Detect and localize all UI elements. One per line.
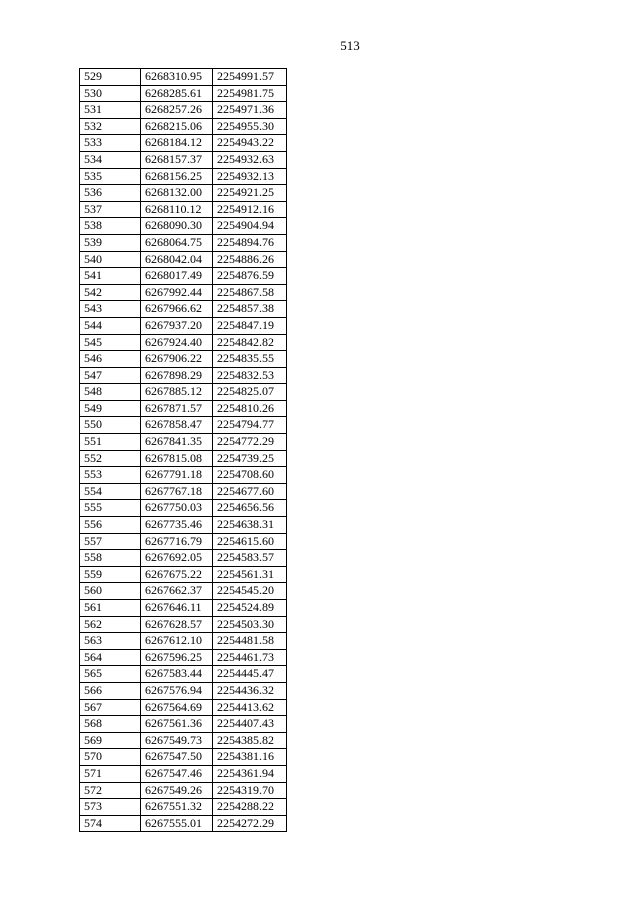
y-coordinate-cell: 2254981.75 [213, 85, 287, 102]
point-number-cell: 555 [80, 500, 141, 517]
x-coordinate-cell: 6267841.35 [141, 434, 213, 451]
table-row [80, 351, 287, 368]
x-coordinate-cell: 6267628.57 [141, 616, 213, 633]
x-coordinate-cell: 6267551.32 [141, 799, 213, 816]
table-row [80, 118, 287, 135]
coordinates-table-body [80, 69, 287, 832]
x-coordinate-cell: 6267692.05 [141, 550, 213, 567]
coordinates-table [79, 68, 287, 832]
table-row [80, 384, 287, 401]
y-coordinate-cell: 2254955.30 [213, 118, 287, 135]
point-number-cell: 544 [80, 317, 141, 334]
table-row [80, 633, 287, 650]
table-row [80, 218, 287, 235]
y-coordinate-cell: 2254481.58 [213, 633, 287, 650]
point-number-cell: 552 [80, 450, 141, 467]
table-row [80, 467, 287, 484]
x-coordinate-cell: 6267791.18 [141, 467, 213, 484]
x-coordinate-cell: 6268310.95 [141, 69, 213, 86]
y-coordinate-cell: 2254545.20 [213, 583, 287, 600]
x-coordinate-cell: 6267924.40 [141, 334, 213, 351]
y-coordinate-cell: 2254904.94 [213, 218, 287, 235]
y-coordinate-cell: 2254319.70 [213, 782, 287, 799]
y-coordinate-cell: 2254912.16 [213, 201, 287, 218]
x-coordinate-cell: 6267564.69 [141, 699, 213, 716]
point-number-cell: 536 [80, 185, 141, 202]
x-coordinate-cell: 6267675.22 [141, 566, 213, 583]
point-number-cell: 548 [80, 384, 141, 401]
point-number-cell: 533 [80, 135, 141, 152]
table-row [80, 550, 287, 567]
x-coordinate-cell: 6268132.00 [141, 185, 213, 202]
point-number-cell: 537 [80, 201, 141, 218]
y-coordinate-cell: 2254561.31 [213, 566, 287, 583]
table-row [80, 284, 287, 301]
table-row [80, 649, 287, 666]
y-coordinate-cell: 2254461.73 [213, 649, 287, 666]
y-coordinate-cell: 2254932.63 [213, 151, 287, 168]
table-row [80, 483, 287, 500]
point-number-cell: 550 [80, 417, 141, 434]
y-coordinate-cell: 2254385.82 [213, 732, 287, 749]
point-number-cell: 572 [80, 782, 141, 799]
y-coordinate-cell: 2254272.29 [213, 815, 287, 832]
x-coordinate-cell: 6267906.22 [141, 351, 213, 368]
x-coordinate-cell: 6267549.26 [141, 782, 213, 799]
x-coordinate-cell: 6267858.47 [141, 417, 213, 434]
table-row [80, 168, 287, 185]
point-number-cell: 532 [80, 118, 141, 135]
y-coordinate-cell: 2254825.07 [213, 384, 287, 401]
x-coordinate-cell: 6267547.50 [141, 749, 213, 766]
point-number-cell: 549 [80, 400, 141, 417]
table-row [80, 135, 287, 152]
point-number-cell: 566 [80, 682, 141, 699]
point-number-cell: 560 [80, 583, 141, 600]
x-coordinate-cell: 6268110.12 [141, 201, 213, 218]
point-number-cell: 531 [80, 102, 141, 119]
x-coordinate-cell: 6267937.20 [141, 317, 213, 334]
table-row [80, 716, 287, 733]
x-coordinate-cell: 6267662.37 [141, 583, 213, 600]
point-number-cell: 564 [80, 649, 141, 666]
table-row [80, 400, 287, 417]
table-row [80, 301, 287, 318]
y-coordinate-cell: 2254524.89 [213, 600, 287, 617]
table-row [80, 151, 287, 168]
x-coordinate-cell: 6267612.10 [141, 633, 213, 650]
x-coordinate-cell: 6268157.37 [141, 151, 213, 168]
table-row [80, 450, 287, 467]
y-coordinate-cell: 2254921.25 [213, 185, 287, 202]
y-coordinate-cell: 2254810.26 [213, 400, 287, 417]
table-row [80, 583, 287, 600]
y-coordinate-cell: 2254857.38 [213, 301, 287, 318]
table-row [80, 765, 287, 782]
point-number-cell: 557 [80, 533, 141, 550]
x-coordinate-cell: 6268285.61 [141, 85, 213, 102]
x-coordinate-cell: 6268042.04 [141, 251, 213, 268]
y-coordinate-cell: 2254708.60 [213, 467, 287, 484]
table-row [80, 517, 287, 534]
x-coordinate-cell: 6267966.62 [141, 301, 213, 318]
x-coordinate-cell: 6267815.08 [141, 450, 213, 467]
point-number-cell: 565 [80, 666, 141, 683]
x-coordinate-cell: 6267549.73 [141, 732, 213, 749]
y-coordinate-cell: 2254288.22 [213, 799, 287, 816]
x-coordinate-cell: 6267992.44 [141, 284, 213, 301]
point-number-cell: 562 [80, 616, 141, 633]
table-row [80, 251, 287, 268]
y-coordinate-cell: 2254638.31 [213, 517, 287, 534]
point-number-cell: 556 [80, 517, 141, 534]
x-coordinate-cell: 6267576.94 [141, 682, 213, 699]
y-coordinate-cell: 2254583.57 [213, 550, 287, 567]
point-number-cell: 539 [80, 234, 141, 251]
y-coordinate-cell: 2254407.43 [213, 716, 287, 733]
table-row [80, 201, 287, 218]
table-row [80, 234, 287, 251]
point-number-cell: 546 [80, 351, 141, 368]
y-coordinate-cell: 2254445.47 [213, 666, 287, 683]
y-coordinate-cell: 2254361.94 [213, 765, 287, 782]
y-coordinate-cell: 2254867.58 [213, 284, 287, 301]
table-row [80, 417, 287, 434]
y-coordinate-cell: 2254794.77 [213, 417, 287, 434]
y-coordinate-cell: 2254677.60 [213, 483, 287, 500]
table-row [80, 500, 287, 517]
table-row [80, 533, 287, 550]
point-number-cell: 541 [80, 268, 141, 285]
table-row [80, 185, 287, 202]
point-number-cell: 534 [80, 151, 141, 168]
point-number-cell: 567 [80, 699, 141, 716]
x-coordinate-cell: 6267885.12 [141, 384, 213, 401]
y-coordinate-cell: 2254436.32 [213, 682, 287, 699]
point-number-cell: 571 [80, 765, 141, 782]
y-coordinate-cell: 2254413.62 [213, 699, 287, 716]
table-row [80, 616, 287, 633]
y-coordinate-cell: 2254835.55 [213, 351, 287, 368]
y-coordinate-cell: 2254971.36 [213, 102, 287, 119]
y-coordinate-cell: 2254739.25 [213, 450, 287, 467]
y-coordinate-cell: 2254842.82 [213, 334, 287, 351]
y-coordinate-cell: 2254656.56 [213, 500, 287, 517]
x-coordinate-cell: 6267767.18 [141, 483, 213, 500]
table-row [80, 69, 287, 86]
point-number-cell: 559 [80, 566, 141, 583]
point-number-cell: 529 [80, 69, 141, 86]
x-coordinate-cell: 6268156.25 [141, 168, 213, 185]
point-number-cell: 538 [80, 218, 141, 235]
x-coordinate-cell: 6267646.11 [141, 600, 213, 617]
table-row [80, 666, 287, 683]
x-coordinate-cell: 6267871.57 [141, 400, 213, 417]
point-number-cell: 547 [80, 367, 141, 384]
y-coordinate-cell: 2254615.60 [213, 533, 287, 550]
y-coordinate-cell: 2254886.26 [213, 251, 287, 268]
x-coordinate-cell: 6267596.25 [141, 649, 213, 666]
table-row [80, 268, 287, 285]
table-row [80, 749, 287, 766]
y-coordinate-cell: 2254832.53 [213, 367, 287, 384]
point-number-cell: 535 [80, 168, 141, 185]
y-coordinate-cell: 2254894.76 [213, 234, 287, 251]
x-coordinate-cell: 6267735.46 [141, 517, 213, 534]
table-row [80, 600, 287, 617]
x-coordinate-cell: 6268017.49 [141, 268, 213, 285]
table-row [80, 699, 287, 716]
table-row [80, 334, 287, 351]
point-number-cell: 574 [80, 815, 141, 832]
y-coordinate-cell: 2254772.29 [213, 434, 287, 451]
point-number-cell: 542 [80, 284, 141, 301]
table-row [80, 782, 287, 799]
y-coordinate-cell: 2254381.16 [213, 749, 287, 766]
point-number-cell: 568 [80, 716, 141, 733]
point-number-cell: 551 [80, 434, 141, 451]
y-coordinate-cell: 2254847.19 [213, 317, 287, 334]
x-coordinate-cell: 6268215.06 [141, 118, 213, 135]
point-number-cell: 540 [80, 251, 141, 268]
table-row [80, 815, 287, 832]
x-coordinate-cell: 6267750.03 [141, 500, 213, 517]
table-row [80, 732, 287, 749]
point-number-cell: 553 [80, 467, 141, 484]
table-row [80, 102, 287, 119]
table-row [80, 317, 287, 334]
point-number-cell: 558 [80, 550, 141, 567]
y-coordinate-cell: 2254932.13 [213, 168, 287, 185]
x-coordinate-cell: 6267583.44 [141, 666, 213, 683]
x-coordinate-cell: 6267898.29 [141, 367, 213, 384]
x-coordinate-cell: 6268064.75 [141, 234, 213, 251]
table-row [80, 434, 287, 451]
page-number: 513 [340, 38, 360, 53]
table-row [80, 85, 287, 102]
point-number-cell: 530 [80, 85, 141, 102]
x-coordinate-cell: 6267555.01 [141, 815, 213, 832]
y-coordinate-cell: 2254876.59 [213, 268, 287, 285]
y-coordinate-cell: 2254943.22 [213, 135, 287, 152]
x-coordinate-cell: 6267561.36 [141, 716, 213, 733]
point-number-cell: 543 [80, 301, 141, 318]
y-coordinate-cell: 2254991.57 [213, 69, 287, 86]
y-coordinate-cell: 2254503.30 [213, 616, 287, 633]
table-row [80, 367, 287, 384]
point-number-cell: 573 [80, 799, 141, 816]
table-row [80, 799, 287, 816]
point-number-cell: 569 [80, 732, 141, 749]
table-row [80, 566, 287, 583]
point-number-cell: 563 [80, 633, 141, 650]
point-number-cell: 545 [80, 334, 141, 351]
point-number-cell: 561 [80, 600, 141, 617]
x-coordinate-cell: 6268257.26 [141, 102, 213, 119]
table-row [80, 682, 287, 699]
point-number-cell: 570 [80, 749, 141, 766]
x-coordinate-cell: 6268184.12 [141, 135, 213, 152]
x-coordinate-cell: 6268090.30 [141, 218, 213, 235]
point-number-cell: 554 [80, 483, 141, 500]
x-coordinate-cell: 6267547.46 [141, 765, 213, 782]
x-coordinate-cell: 6267716.79 [141, 533, 213, 550]
